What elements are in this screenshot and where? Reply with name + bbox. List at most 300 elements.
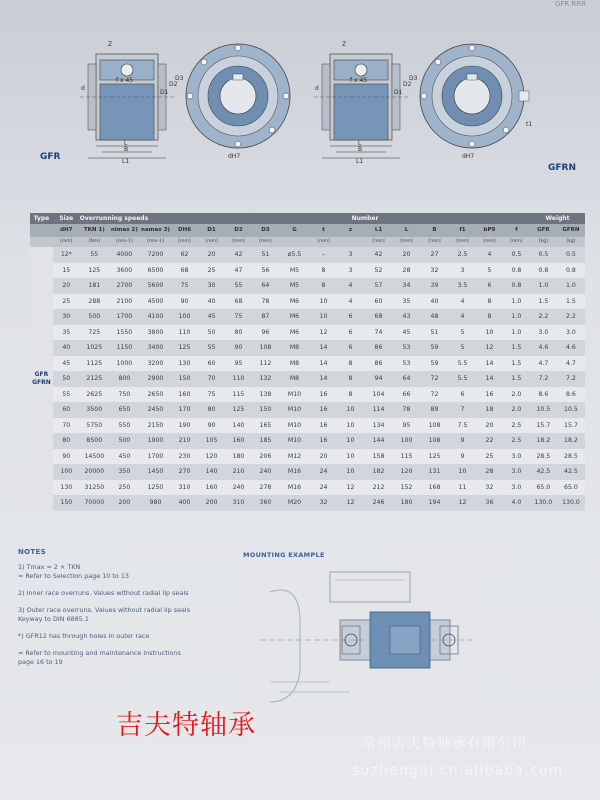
table-cell: 500 bbox=[80, 309, 109, 325]
label-z: Z bbox=[108, 41, 113, 48]
column-header: nimax 2) bbox=[109, 224, 140, 237]
table-cell: 500 bbox=[109, 433, 140, 449]
column-unit: [mm] bbox=[364, 237, 393, 247]
table-cell: 12 bbox=[449, 495, 476, 511]
table-cell: 25 bbox=[198, 263, 225, 279]
table-cell: 31250 bbox=[80, 480, 109, 496]
table-cell: 65.0 bbox=[557, 480, 585, 496]
table-cell: 4 bbox=[337, 278, 364, 294]
table-cell: 50 bbox=[198, 325, 225, 341]
table-cell: 108 bbox=[420, 418, 449, 434]
table-cell: 14 bbox=[476, 371, 503, 387]
table-cell: 7 bbox=[449, 402, 476, 418]
column-header: GFR bbox=[530, 224, 557, 237]
table-cell: 70 bbox=[198, 371, 225, 387]
column-unit: [min-1] bbox=[109, 237, 140, 247]
table-cell: 110 bbox=[171, 325, 198, 341]
table-cell: 36 bbox=[476, 495, 503, 511]
table-cell: 3500 bbox=[80, 402, 109, 418]
table-cell: 7.2 bbox=[557, 371, 585, 387]
table-cell: 78 bbox=[393, 402, 420, 418]
table-cell: 9 bbox=[449, 433, 476, 449]
table-cell: M6 bbox=[279, 309, 310, 325]
table-cell: 14 bbox=[476, 356, 503, 372]
table-cell: 5 bbox=[449, 325, 476, 341]
table-cell: 14 bbox=[310, 340, 337, 356]
table-cell: 725 bbox=[80, 325, 109, 341]
table-cell: M8 bbox=[279, 356, 310, 372]
table-cell: 43 bbox=[393, 309, 420, 325]
table-cell: 230 bbox=[171, 449, 198, 465]
column-header: G bbox=[279, 224, 310, 237]
note-item: 3) Outer race overruns. Values without radial lip seals Keyway to DIN 6885.1 bbox=[18, 606, 191, 623]
column-header: f bbox=[503, 224, 530, 237]
table-cell: 5 bbox=[476, 263, 503, 279]
table-cell: 60 bbox=[53, 402, 80, 418]
table-cell: 200 bbox=[109, 495, 140, 511]
table-group-header bbox=[30, 213, 585, 224]
table-cell: 4000 bbox=[109, 247, 140, 263]
table-cell: 48 bbox=[420, 309, 449, 325]
table-row bbox=[30, 371, 585, 387]
table-cell: 74 bbox=[364, 325, 393, 341]
table-cell: 3 bbox=[449, 263, 476, 279]
table-cell: 114 bbox=[364, 402, 393, 418]
table-cell: 270 bbox=[171, 464, 198, 480]
table-cell: 125 bbox=[225, 402, 252, 418]
table-cell: 28 bbox=[476, 464, 503, 480]
table-cell: 12 bbox=[337, 495, 364, 511]
table-cell: 1700 bbox=[109, 309, 140, 325]
table-cell: 170 bbox=[171, 402, 198, 418]
table-cell: 4 bbox=[337, 294, 364, 310]
table-cell: M6 bbox=[279, 294, 310, 310]
column-unit: [kg] bbox=[530, 237, 557, 247]
table-cell: 1.0 bbox=[503, 325, 530, 341]
table-cell: 6500 bbox=[140, 263, 171, 279]
table-cell: 16 bbox=[310, 433, 337, 449]
type-header: Type bbox=[30, 213, 53, 224]
table-cell: 16 bbox=[476, 387, 503, 403]
table-row bbox=[30, 294, 585, 310]
column-header: GFRN bbox=[557, 224, 585, 237]
table-cell: 24 bbox=[310, 464, 337, 480]
table-cell: 1150 bbox=[109, 340, 140, 356]
table-cell: 181 bbox=[80, 278, 109, 294]
table-cell: 2150 bbox=[140, 418, 171, 434]
table-cell: 95 bbox=[225, 356, 252, 372]
table-cell: 125 bbox=[80, 263, 109, 279]
table-cell: 190 bbox=[171, 418, 198, 434]
mounting-example-drawing bbox=[240, 562, 490, 712]
table-cell: 72 bbox=[420, 371, 449, 387]
table-cell: 1900 bbox=[140, 433, 171, 449]
table-cell: 25 bbox=[53, 294, 80, 310]
column-header: namax 3) bbox=[140, 224, 171, 237]
table-cell: 2450 bbox=[140, 402, 171, 418]
column-header: L1 bbox=[364, 224, 393, 237]
table-row bbox=[30, 433, 585, 449]
watermark-company: 常州吉夫特轴承有限公司 bbox=[362, 736, 527, 752]
table-cell: 1125 bbox=[80, 356, 109, 372]
column-header: DH6 bbox=[171, 224, 198, 237]
table-cell: 70000 bbox=[80, 495, 109, 511]
table-cell: 39 bbox=[420, 278, 449, 294]
table-cell: 42.5 bbox=[557, 464, 585, 480]
table-cell: 3600 bbox=[109, 263, 140, 279]
table-cell: 12 bbox=[310, 325, 337, 341]
table-cell: M10 bbox=[279, 433, 310, 449]
table-cell: 8.6 bbox=[530, 387, 557, 403]
table-cell: 30 bbox=[53, 309, 80, 325]
table-row bbox=[30, 464, 585, 480]
table-row bbox=[30, 402, 585, 418]
table-cell: 15.7 bbox=[557, 418, 585, 434]
table-row bbox=[30, 495, 585, 511]
label-l: L bbox=[358, 140, 362, 147]
table-cell: M5 bbox=[279, 278, 310, 294]
table-cell: 2.5 bbox=[449, 247, 476, 263]
table-body bbox=[30, 247, 585, 511]
table-cell: 210 bbox=[225, 464, 252, 480]
table-row bbox=[30, 247, 585, 263]
table-cell: 3 bbox=[337, 247, 364, 263]
table-cell: 22 bbox=[476, 433, 503, 449]
table-cell: 165 bbox=[252, 418, 279, 434]
table-cell: 53 bbox=[393, 340, 420, 356]
label-b: B bbox=[358, 146, 363, 153]
table-cell: 160 bbox=[225, 433, 252, 449]
table-cell: 150 bbox=[252, 402, 279, 418]
table-cell: 7200 bbox=[140, 247, 171, 263]
table-cell: 4 bbox=[449, 309, 476, 325]
table-cell: 7.5 bbox=[449, 418, 476, 434]
table-cell: 8 bbox=[337, 371, 364, 387]
table-cell: 60 bbox=[364, 294, 393, 310]
table-row bbox=[30, 418, 585, 434]
table-cell: 15.7 bbox=[530, 418, 557, 434]
table-cell: 90 bbox=[225, 340, 252, 356]
table-cell: – bbox=[310, 247, 337, 263]
table-cell: 86 bbox=[364, 340, 393, 356]
corner-mark: GFR RRR bbox=[554, 0, 586, 8]
column-unit: [mm] bbox=[310, 237, 337, 247]
table-cell: 1.5 bbox=[503, 356, 530, 372]
table-cell: M16 bbox=[279, 480, 310, 496]
table-cell: 55 bbox=[53, 387, 80, 403]
table-cell: 59 bbox=[420, 340, 449, 356]
table-cell: 96 bbox=[252, 325, 279, 341]
notes-list bbox=[18, 563, 238, 667]
table-cell: 2.2 bbox=[530, 309, 557, 325]
table-row bbox=[30, 356, 585, 372]
table-cell: 80 bbox=[225, 325, 252, 341]
table-cell: 65.0 bbox=[530, 480, 557, 496]
table-cell: 11 bbox=[449, 480, 476, 496]
table-cell: 8.6 bbox=[557, 387, 585, 403]
table-cell: 8 bbox=[337, 356, 364, 372]
table-cell: 131 bbox=[420, 464, 449, 480]
column-unit: [min-1] bbox=[140, 237, 171, 247]
table-row bbox=[30, 449, 585, 465]
table-cell: 62 bbox=[171, 247, 198, 263]
table-cell: 105 bbox=[198, 433, 225, 449]
label-chamfer: f x 45 bbox=[116, 77, 134, 84]
note-item: *) GFR12 has through holes in outer race bbox=[18, 632, 150, 640]
label-d: d bbox=[315, 85, 319, 92]
column-unit bbox=[279, 237, 310, 247]
table-cell: 68 bbox=[364, 309, 393, 325]
table-cell: 20 bbox=[53, 278, 80, 294]
table-cell: 2700 bbox=[109, 278, 140, 294]
table-cell: 16 bbox=[310, 387, 337, 403]
table-cell: M16 bbox=[279, 464, 310, 480]
table-cell: 59 bbox=[420, 356, 449, 372]
gfr-series-label: GFR bbox=[40, 152, 61, 162]
table-cell: 168 bbox=[420, 480, 449, 496]
table-cell: 115 bbox=[393, 449, 420, 465]
label-dh7: dH7 bbox=[462, 153, 475, 160]
table-cell: 12 bbox=[476, 340, 503, 356]
column-unit: [mm] bbox=[252, 237, 279, 247]
table-cell: 16 bbox=[310, 418, 337, 434]
table-cell: 134 bbox=[364, 418, 393, 434]
label-l1: L1 bbox=[122, 158, 130, 164]
table-cell: 1250 bbox=[140, 480, 171, 496]
column-unit bbox=[337, 237, 364, 247]
table-cell: 14 bbox=[310, 371, 337, 387]
table-row bbox=[30, 325, 585, 341]
table-cell: 1450 bbox=[140, 464, 171, 480]
column-unit: [mm] bbox=[449, 237, 476, 247]
table-cell: 206 bbox=[252, 449, 279, 465]
table-cell: 8 bbox=[337, 387, 364, 403]
label-d1: D1 bbox=[160, 89, 169, 96]
table-cell: 10 bbox=[337, 418, 364, 434]
table-cell: 250 bbox=[109, 480, 140, 496]
table-cell: 4500 bbox=[140, 294, 171, 310]
table-cell: 51 bbox=[252, 247, 279, 263]
table-cell: 1.0 bbox=[530, 278, 557, 294]
table-cell: 53 bbox=[393, 356, 420, 372]
notes-title: NOTES bbox=[18, 548, 46, 556]
table-cell: 20 bbox=[198, 247, 225, 263]
table-cell: 100 bbox=[53, 464, 80, 480]
table-cell: 75 bbox=[225, 309, 252, 325]
table-cell: 3200 bbox=[140, 356, 171, 372]
column-header: z bbox=[337, 224, 364, 237]
table-cell: 4.7 bbox=[530, 356, 557, 372]
column-header: dH7 bbox=[53, 224, 80, 237]
label-chamfer: f x 45 bbox=[350, 77, 368, 84]
column-unit: [mm] bbox=[503, 237, 530, 247]
table-cell: M10 bbox=[279, 418, 310, 434]
table-cell: 7.2 bbox=[530, 371, 557, 387]
number-header: Number bbox=[337, 213, 393, 224]
table-cell: 47 bbox=[225, 263, 252, 279]
table-cell: 6 bbox=[337, 340, 364, 356]
table-cell: 152 bbox=[393, 480, 420, 496]
table-cell: 10 bbox=[337, 449, 364, 465]
table-cell: 2650 bbox=[140, 387, 171, 403]
table-cell: 64 bbox=[252, 278, 279, 294]
column-header: D3 bbox=[252, 224, 279, 237]
table-cell: 10.5 bbox=[530, 402, 557, 418]
table-cell: 5 bbox=[449, 340, 476, 356]
note-item: = Refer to mounting and maintenance instructions page 16 to 19 bbox=[18, 649, 181, 666]
table-cell: 0.5 bbox=[557, 247, 585, 263]
notes-section bbox=[18, 548, 238, 675]
column-unit: [mm] bbox=[171, 237, 198, 247]
table-cell: 90 bbox=[53, 449, 80, 465]
table-cell: 95 bbox=[393, 418, 420, 434]
table-cell: 2125 bbox=[80, 371, 109, 387]
table-cell: 212 bbox=[364, 480, 393, 496]
table-cell: 3800 bbox=[140, 325, 171, 341]
table-cell: 10 bbox=[337, 433, 364, 449]
table-cell: 2.5 bbox=[503, 418, 530, 434]
table-cell: 650 bbox=[109, 402, 140, 418]
table-cell: 4 bbox=[476, 247, 503, 263]
table-cell: 132 bbox=[252, 371, 279, 387]
table-cell: 0.5 bbox=[503, 247, 530, 263]
table-cell: 35 bbox=[393, 294, 420, 310]
table-cell: 20 bbox=[476, 418, 503, 434]
table-cell: 18.2 bbox=[557, 433, 585, 449]
table-cell: 2.5 bbox=[503, 433, 530, 449]
table-cell: 350 bbox=[109, 464, 140, 480]
table-cell: 3400 bbox=[140, 340, 171, 356]
overrunning-header: Overrunning speeds bbox=[80, 213, 171, 224]
table-cell: 4 bbox=[449, 294, 476, 310]
table-cell: 4.7 bbox=[557, 356, 585, 372]
table-row bbox=[30, 480, 585, 496]
table-cell: 42 bbox=[225, 247, 252, 263]
table-cell: 150 bbox=[171, 371, 198, 387]
table-cell: 3.5 bbox=[449, 278, 476, 294]
table-cell: 45 bbox=[198, 309, 225, 325]
table-cell: M6 bbox=[279, 325, 310, 341]
table-cell: 180 bbox=[393, 495, 420, 511]
table-cell: M5 bbox=[279, 263, 310, 279]
table-cell: 130.0 bbox=[530, 495, 557, 511]
table-cell: 94 bbox=[364, 371, 393, 387]
table-cell: 108 bbox=[420, 433, 449, 449]
column-header: f1 bbox=[449, 224, 476, 237]
table-cell: 55 bbox=[80, 247, 109, 263]
gfr-drawing bbox=[78, 34, 308, 164]
table-cell: 10 bbox=[310, 294, 337, 310]
table-cell: 20 bbox=[393, 247, 420, 263]
table-cell: 140 bbox=[225, 418, 252, 434]
table-cell: 10 bbox=[310, 309, 337, 325]
table-cell: 2.0 bbox=[503, 387, 530, 403]
column-unit: [mm] bbox=[53, 237, 80, 247]
table-row bbox=[30, 340, 585, 356]
table-cell: 182 bbox=[364, 464, 393, 480]
gfrn-drawing bbox=[312, 34, 542, 164]
table-cell: 980 bbox=[140, 495, 171, 511]
table-cell: 40 bbox=[420, 294, 449, 310]
table-cell: 450 bbox=[109, 449, 140, 465]
table-cell: 3.0 bbox=[503, 480, 530, 496]
table-cell: 24 bbox=[310, 480, 337, 496]
weight-header: Weight bbox=[530, 213, 585, 224]
table-cell: 68 bbox=[225, 294, 252, 310]
table-cell: 25 bbox=[476, 449, 503, 465]
label-dh7: dH7 bbox=[228, 153, 241, 160]
column-unit: [Nm] bbox=[80, 237, 109, 247]
table-cell: 200 bbox=[198, 495, 225, 511]
table-cell: 86 bbox=[364, 356, 393, 372]
table-cell: 158 bbox=[364, 449, 393, 465]
column-header: D2 bbox=[225, 224, 252, 237]
table-cell: 2100 bbox=[109, 294, 140, 310]
label-l: L bbox=[124, 140, 128, 147]
table-cell: 70 bbox=[53, 418, 80, 434]
type-cell: GFR GFRN bbox=[30, 247, 53, 511]
table-cell: 750 bbox=[109, 387, 140, 403]
table-cell: 78 bbox=[252, 294, 279, 310]
label-d1: D1 bbox=[394, 89, 403, 96]
table-cell: 28.5 bbox=[530, 449, 557, 465]
label-d2: D2 bbox=[403, 81, 412, 88]
column-unit: [mm] bbox=[420, 237, 449, 247]
table-cell: M10 bbox=[279, 387, 310, 403]
table-cell: 1000 bbox=[109, 356, 140, 372]
table-row bbox=[30, 263, 585, 279]
table-cell: 100 bbox=[393, 433, 420, 449]
table-cell: 5600 bbox=[140, 278, 171, 294]
table-cell: 3.0 bbox=[530, 325, 557, 341]
table-cell: 18.2 bbox=[530, 433, 557, 449]
table-cell: 57 bbox=[364, 278, 393, 294]
table-cell: 56 bbox=[252, 263, 279, 279]
table-cell: 194 bbox=[420, 495, 449, 511]
table-cell: 89 bbox=[420, 402, 449, 418]
label-d: d bbox=[81, 85, 85, 92]
note-item: 2) Inner race overruns. Values without radial lip seals bbox=[18, 589, 189, 597]
table-cell: 55 bbox=[198, 340, 225, 356]
column-unit: [mm] bbox=[393, 237, 420, 247]
watermark-url: suzhengqi.cn.alibaba.com bbox=[352, 763, 564, 779]
table-cell: 8 bbox=[310, 278, 337, 294]
label-b: B bbox=[124, 146, 129, 153]
table-cell: 90 bbox=[198, 418, 225, 434]
table-cell: 90 bbox=[171, 294, 198, 310]
table-cell: 310 bbox=[225, 495, 252, 511]
table-cell: 75 bbox=[198, 387, 225, 403]
table-cell: 185 bbox=[252, 433, 279, 449]
table-cell: 35 bbox=[53, 325, 80, 341]
table-cell: 0.8 bbox=[503, 278, 530, 294]
table-cell: 210 bbox=[171, 433, 198, 449]
table-cell: 40 bbox=[53, 340, 80, 356]
table-cell: 16 bbox=[310, 402, 337, 418]
table-cell: M20 bbox=[279, 495, 310, 511]
table-cell: 140 bbox=[198, 464, 225, 480]
table-cell: 1025 bbox=[80, 340, 109, 356]
table-cell: 400 bbox=[171, 495, 198, 511]
table-cell: 6 bbox=[476, 278, 503, 294]
label-t1: t1 bbox=[526, 121, 533, 128]
table-cell: 10 bbox=[337, 464, 364, 480]
table-cell: 5750 bbox=[80, 418, 109, 434]
table-cell: 138 bbox=[252, 387, 279, 403]
table-cell: 87 bbox=[252, 309, 279, 325]
table-row bbox=[30, 309, 585, 325]
column-header: TKN 1) bbox=[80, 224, 109, 237]
